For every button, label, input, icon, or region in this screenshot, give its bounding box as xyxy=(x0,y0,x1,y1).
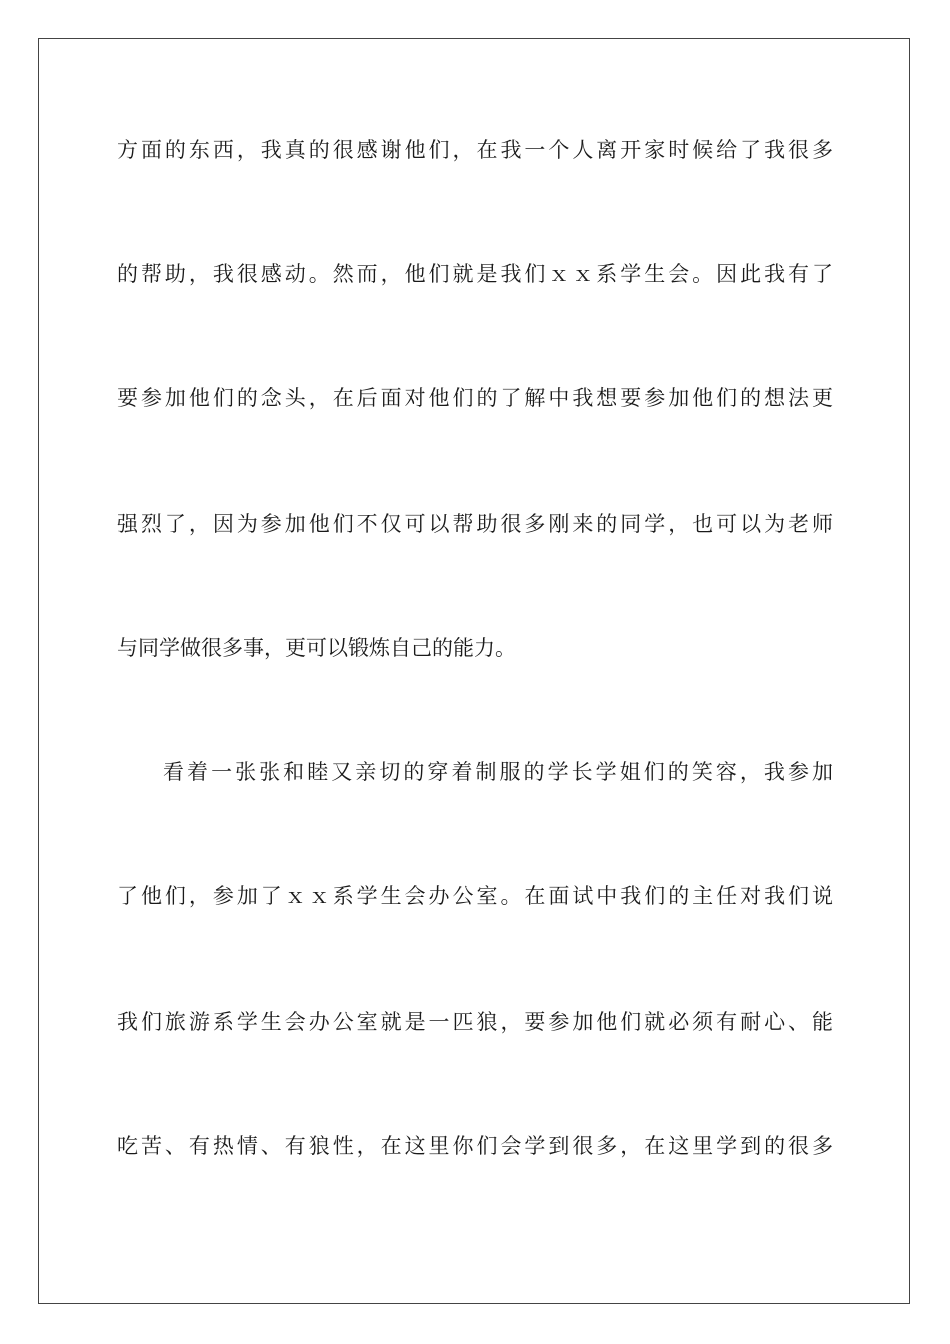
text-line-1: 方面的东西，我真的很感谢他们，在我一个人离开家时候给了我很多 xyxy=(117,138,833,162)
text-line-3: 要参加他们的念头，在后面对他们的了解中我想要参加他们的想法更 xyxy=(117,386,833,410)
text-line-4: 强烈了，因为参加他们不仅可以帮助很多刚来的同学，也可以为老师 xyxy=(117,512,833,536)
text-line-5: 与同学做很多事，更可以锻炼自己的能力。 xyxy=(117,636,516,660)
text-line-2: 的帮助，我很感动。然而，他们就是我们ｘｘ系学生会。因此我有了 xyxy=(117,262,833,286)
page-border xyxy=(38,38,910,1304)
text-line-7: 了他们，参加了ｘｘ系学生会办公室。在面试中我们的主任对我们说 xyxy=(117,884,833,908)
paragraph-2-line-1: 看着一张张和睦又亲切的穿着制服的学长学姐们的笑容，我参加 xyxy=(163,760,833,784)
text-line-9: 吃苦、有热情、有狼性，在这里你们会学到很多，在这里学到的很多 xyxy=(117,1134,833,1158)
text-line-8: 我们旅游系学生会办公室就是一匹狼，要参加他们就必须有耐心、能 xyxy=(117,1010,833,1034)
